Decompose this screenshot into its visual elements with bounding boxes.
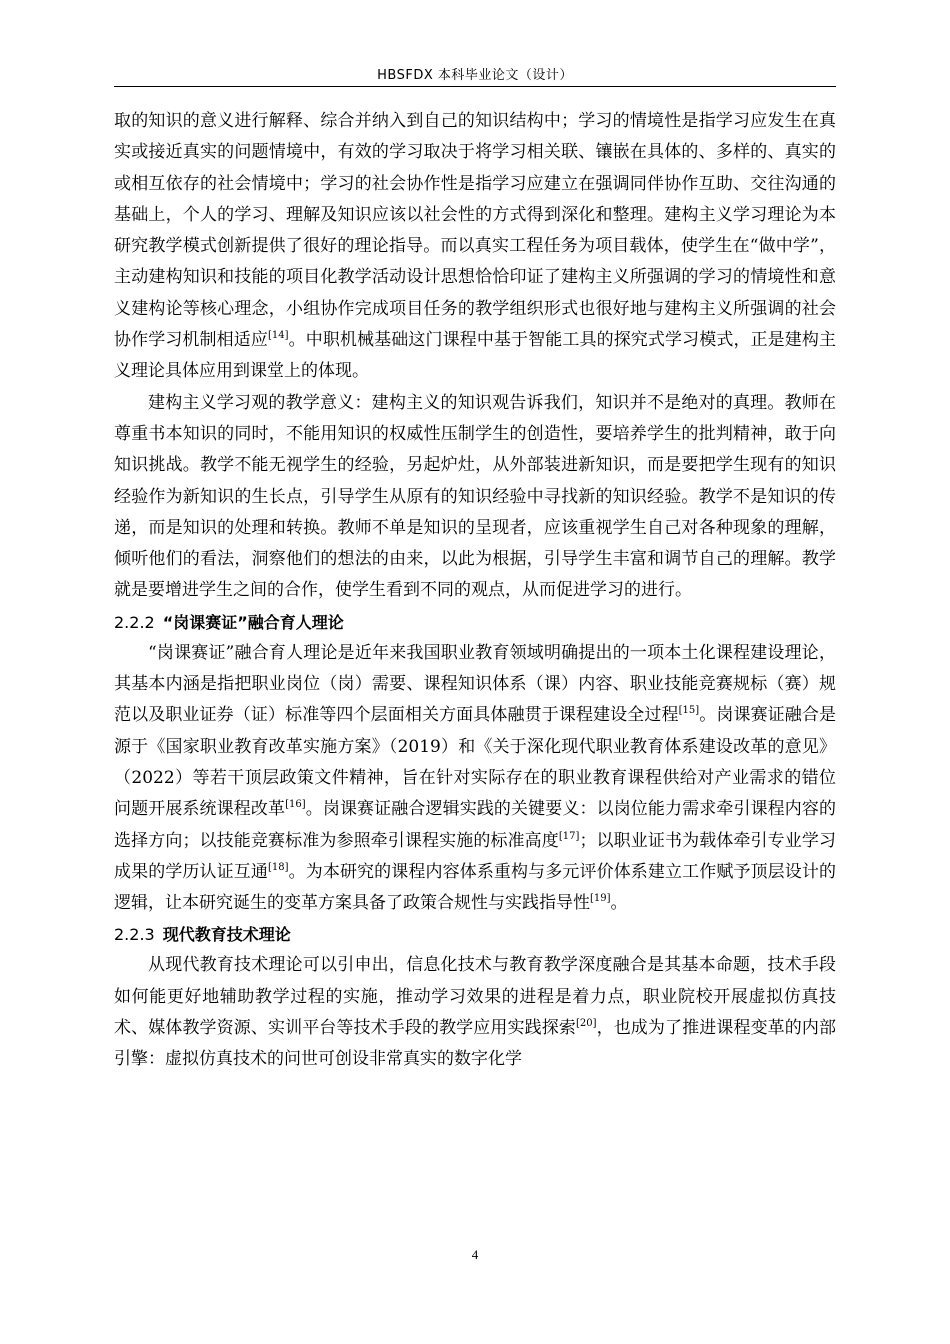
paragraph-text: 取的知识的意义进行解释、综合并纳入到自己的知识结构中；学习的情境性是指学习应发生在真实或接近真实的问题情境中，有效的学习取决于将学习相关联、镶嵌在具体的、多样的、真实的或相互依存的社会情境中；学习的社会协作性是指学习应建立在强调同伴协作互助、交往沟通的基础上，个人的学习、理解及知识应该以社会性的方式得到深化和整理。建构主义学习理论为本研究教学模式创新提供了很好的理论指导。而以真实工程任务为项目载体，使学生在“做中学”，主动建构知识和技能的项目化教学活动设计思想恰恰印证了建构主义所强调的学习的情境性和意义建构论等核心理念，小组协作完成项目任务的教学组织形式也很好地与建构主义所强调的社会协作学习机制相适应 xyxy=(114,111,836,351)
paragraph-text: ；以职业证书为载体牵引专业学习成果的学历认证互通 xyxy=(114,830,837,882)
citation-15: [15] xyxy=(678,705,700,717)
citation-14: [14] xyxy=(267,330,289,342)
paragraph-text: 。为本研究的课程内容体系重构与多元评价体系建立工作赋予顶层设计的逻辑，让本研究诞生的变革方案具备了政策合规性与实践指导性 xyxy=(114,861,837,914)
paragraph-gangkesaizheng xyxy=(114,638,836,920)
paragraph-modern-edtech xyxy=(114,950,836,1075)
paragraph-text: ，也成为了推进课程变革的内部引擎：虚拟仿真技术的问世可创设非常真实的数字化学 xyxy=(114,1018,837,1070)
section-title: 现代教育技术理论 xyxy=(162,925,291,945)
citation-17: [17] xyxy=(558,830,580,842)
header-rule xyxy=(114,86,836,87)
section-title: “岗课赛证”融合育人理论 xyxy=(162,612,344,632)
citation-19: [19] xyxy=(590,893,611,905)
paragraph-constructivism-significance xyxy=(114,388,836,607)
paragraph-constructivism-continued xyxy=(114,106,836,388)
paragraph-text: 。 xyxy=(610,893,628,914)
citation-20: [20] xyxy=(575,1018,597,1030)
citation-18: [18] xyxy=(267,861,289,873)
paragraph-text: 。岗课赛证融合是源于《国家职业教育改革实施方案》（2019）和《关于深化现代职业教育体系建设改革的意见》（2022）等若干顶层政策文件精神，旨在针对实际存在的职业教育课程供给对产业需求的错位问题开展系统课程改革 xyxy=(114,705,837,820)
citation-16: [16] xyxy=(285,799,306,811)
paragraph-text: 。岗课赛证融合逻辑实践的关键要义：以岗位能力需求牵引课程内容的选择方向；以技能竞赛标准为参照牵引课程实施的标准高度 xyxy=(114,799,837,851)
section-heading-2-2-3 xyxy=(114,919,836,950)
paragraph-text: 。中职机械基础这门课程中基于智能工具的探究式学习模式，正是建构主义理论具体应用到课堂上的体现。 xyxy=(114,330,837,382)
section-number: 2.2.2 xyxy=(114,612,155,632)
section-number: 2.2.3 xyxy=(114,925,155,945)
paragraph-text: “岗课赛证”融合育人理论是近年来我国职业教育领域明确提出的一项本土化课程建设理论，其基本内涵是指把职业岗位（岗）需要、课程知识体系（课）内容、职业技能竞赛规标（赛）规范以及职业证券（证）标准等四个层面相关方面具体融贯于课程建设全过程 xyxy=(114,642,836,726)
page-body xyxy=(114,106,836,1076)
page-number: 4 xyxy=(471,1247,479,1262)
paragraph-text: 从现代教育技术理论可以引申出，信息化技术与教育教学深度融合是其基本命题，技术手段如何能更好地辅助教学过程的实施，推动学习效果的进程是着力点，职业院校开展虚拟仿真技术、媒体教学资源、实训平台等技术手段的教学应用实践探索 xyxy=(114,955,836,1039)
page-header: HBSFDX 本科毕业论文（设计） xyxy=(377,68,573,83)
paragraph-text: 建构主义学习观的教学意义：建构主义的知识观告诉我们，知识并不是绝对的真理。教师在尊重书本知识的同时，不能用知识的权威性压制学生的创造性，要培养学生的批判精神，敢于向知识挑战。教学不能无视学生的经验，另起炉灶，从外部装进新知识，而是要把学生现有的知识经验作为新知识的生长点，引导学生从原有的知识经验中寻找新的知识经验。教学不是知识的传递，而是知识的处理和转换。教师不单是知识的呈现者，应该重视学生自己对各种现象的理解，倾听他们的看法，洞察他们的想法的由来，以此为根据，引导学生丰富和调节自己的理解。教学就是要增进学生之间的合作，使学生看到不同的观点，从而促进学习的进行。 xyxy=(114,392,836,601)
section-heading-2-2-2 xyxy=(114,607,836,638)
